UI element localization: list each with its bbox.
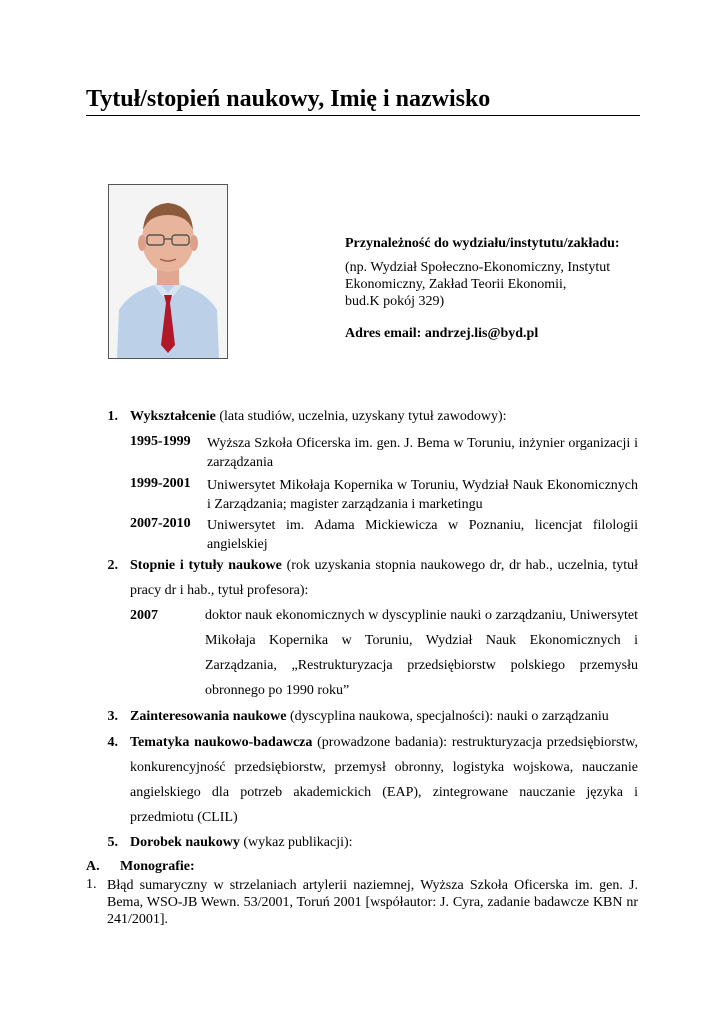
affiliation-example-line1: (np. Wydział Społeczno-Ekonomiczny, Instytut (345, 260, 611, 275)
education-years: 1999-2001 (130, 476, 191, 491)
section-title: Dorobek naukowy (130, 835, 240, 850)
section-degrees (130, 553, 638, 603)
section-publications (130, 835, 638, 851)
affiliation-example-line2: Ekonomiczny, Zakład Teorii Ekonomii, (345, 277, 567, 292)
publications-letter: A. (86, 859, 100, 874)
section-interests (130, 709, 638, 725)
education-entry: Wyższa Szkoła Oficerska im. gen. J. Bema w Toruniu, inżynier organizacji i zarządzania (207, 436, 638, 470)
publications-heading: Monografie: (120, 859, 195, 874)
title-underline (86, 115, 640, 116)
email-label: Adres email: (345, 326, 422, 341)
person-portrait-icon (109, 185, 227, 358)
profile-photo (108, 184, 228, 359)
education-entry: Uniwersytet im. Adama Mickiewicza w Poznaniu, licencjat filologii angielskiej (207, 518, 638, 552)
section-number: 4. (107, 735, 118, 750)
degree-year: 2007 (130, 608, 158, 623)
section-number: 2. (107, 558, 118, 573)
section-education (130, 409, 638, 425)
email-line (345, 325, 645, 342)
section-research (130, 730, 638, 830)
affiliation-heading: Przynależność do wydziału/instytutu/zakładu: (345, 236, 620, 251)
email-value[interactable]: andrzej.lis@byd.pl (424, 326, 539, 341)
publication-item: Błąd sumaryczny w strzelaniach artylerii naziemnej, Wyższa Szkoła Oficerska im. gen. J. Bema, WSO-JB Wewn. 53/2001, Toruń 2001 [współautor: J. Cyra, zadanie badawcze KBN nr 241/2001]. (107, 878, 638, 927)
section-desc: (wykaz publikacji): (239, 835, 353, 850)
section-desc: (prowadzone badania): restrukturyzacja przedsiębiorstw, konkurencyjność przedsiębiorstw, przemysł obronny, logistyka wojskowa, nauczanie angielskiego dla potrzeb akademickich (EAP), zintegrowane nauczanie języka i przedmiotu (CLIL) (130, 735, 638, 825)
section-number: 5. (107, 835, 118, 850)
publication-number: 1. (86, 877, 97, 892)
affiliation-example-line3: bud.K pokój 329) (345, 294, 445, 309)
page-title: Tytuł/stopień naukowy, Imię i nazwisko (86, 86, 491, 112)
education-years: 1995-1999 (130, 434, 191, 449)
section-title: Wykształcenie (130, 409, 216, 424)
degree-entry: doktor nauk ekonomicznych w dyscyplinie nauki o zarządzaniu, Uniwersytet Mikołaja Kopernika w Toruniu, Wydział Nauk Ekonomicznych i Zarządzania, „Restrukturyzacja przedsiębiorstw polskiego przemysłu obronnego po 1990 roku” (205, 608, 638, 698)
section-number: 1. (107, 409, 118, 424)
section-number: 3. (107, 709, 118, 724)
section-title: Stopnie i tytuły naukowe (130, 558, 282, 573)
section-desc: (rok uzyskania stopnia naukowego dr, dr hab., uczelnia, tytuł pracy dr i hab., tytuł profesora): (130, 558, 638, 598)
section-desc: (lata studiów, uczelnia, uzyskany tytuł zawodowy): (215, 409, 507, 424)
affiliation-block (345, 235, 645, 342)
section-title: Zainteresowania naukowe (130, 709, 287, 724)
section-desc: (dyscyplina naukowa, specjalności): nauki o zarządzaniu (286, 709, 609, 724)
section-title: Tematyka naukowo-badawcza (130, 735, 313, 750)
education-entry: Uniwersytet Mikołaja Kopernika w Toruniu, Wydział Nauk Ekonomicznych i Zarządzania; magister zarządzania i marketingu (207, 478, 638, 512)
education-years: 2007-2010 (130, 516, 191, 531)
